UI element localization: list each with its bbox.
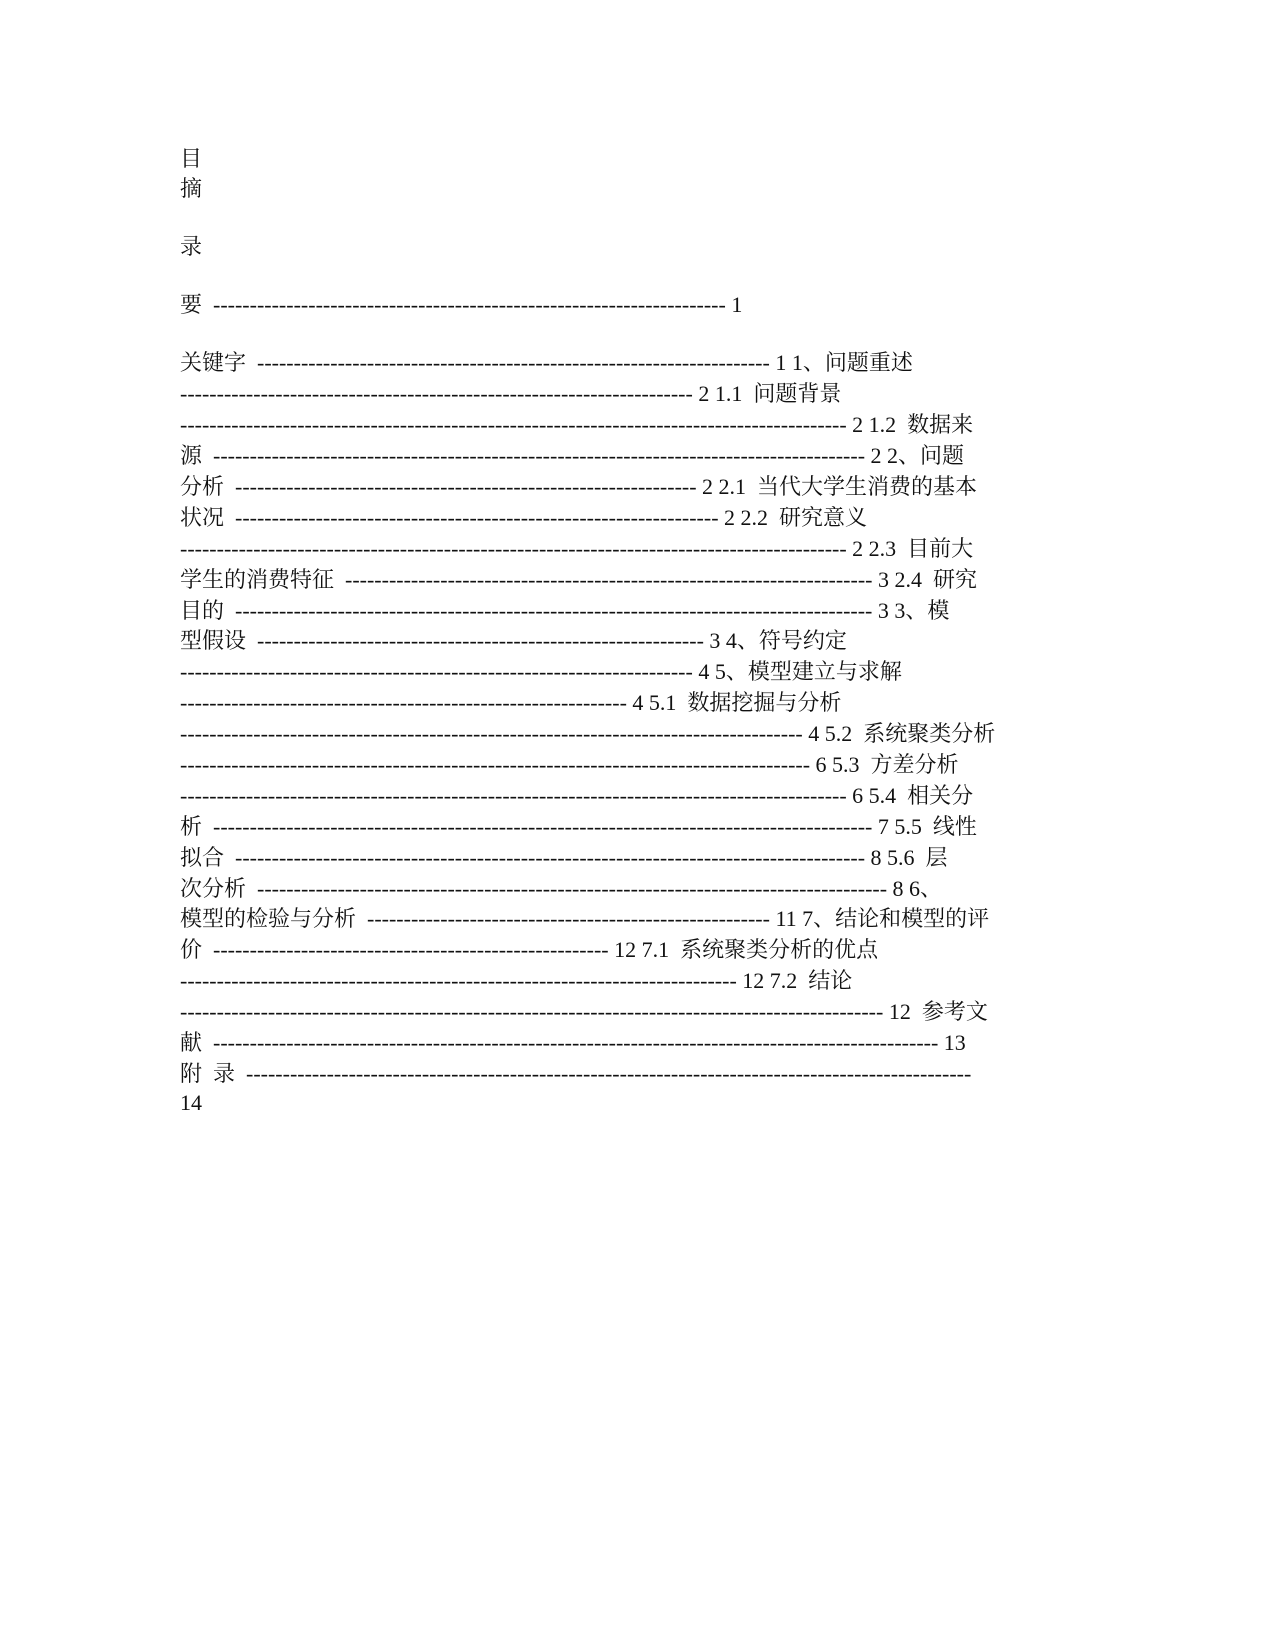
toc-line: 源 ----------------------------------------------------------------------------------------- 2 2、问题 xyxy=(180,443,965,468)
toc-line: 目的 --------------------------------------------------------------------------------------- 3 3、模 xyxy=(180,598,950,623)
toc-line: 析 ------------------------------------------------------------------------------------------ 7 5.5 线性 xyxy=(180,814,977,839)
toc-line: 模型的检验与分析 ------------------------------------------------------- 11 7、结论和模型的评 xyxy=(180,906,990,931)
toc-line: 录 xyxy=(180,234,203,259)
toc-line: ---------------------------------------------------------------------- 2 1.1 问题背景 xyxy=(180,381,842,406)
toc-line: 要 ---------------------------------------------------------------------- 1 xyxy=(180,292,743,317)
toc-line: 状况 ------------------------------------------------------------------ 2 2.2 研究意义 xyxy=(180,505,868,530)
toc-line: -------------------------------------------------------------------------------------- 6 5.3 方差分析 xyxy=(180,752,959,777)
toc-line: 关键字 ---------------------------------------------------------------------- 1 1、问题重述 xyxy=(180,350,913,375)
toc-line: ------------------------------------------------------------------------------------------- 2 2.3 目前大 xyxy=(180,536,974,561)
toc-line: 摘 xyxy=(180,176,203,201)
toc-line: ------------------------------------------------------------------------------------------- 6 5.4 相关分 xyxy=(180,783,974,808)
toc-line: ---------------------------------------------------------------------- 4 5、模型建立与求解 xyxy=(180,659,902,684)
toc-line: ------------------------------------------------------------- 4 5.1 数据挖掘与分析 xyxy=(180,690,842,715)
toc-line: 学生的消费特征 ------------------------------------------------------------------------ 3 2.4 研究 xyxy=(180,567,977,592)
toc-line: 价 ------------------------------------------------------ 12 7.1 系统聚类分析的优点 xyxy=(180,937,879,962)
toc-line: 目 xyxy=(180,146,203,171)
toc-line: 14 xyxy=(180,1090,202,1115)
toc-line: ------------------------------------------------------------------------------------------- 2 1.2 数据来 xyxy=(180,412,974,437)
toc-line: 献 --------------------------------------------------------------------------------------------------- 13 xyxy=(180,1030,966,1055)
toc-line: ------------------------------------------------------------------------------------- 4 5.2 系统聚类分析 xyxy=(180,721,996,746)
toc-line: 次分析 -------------------------------------------------------------------------------------- 8 6、 xyxy=(180,876,943,901)
toc-line: 分析 --------------------------------------------------------------- 2 2.1 当代大学生消费的基本 xyxy=(180,474,978,499)
toc-line: 附 录 --------------------------------------------------------------------------------------------------- xyxy=(180,1061,972,1086)
toc-line: ------------------------------------------------------------------------------------------------ 12 参考文 xyxy=(180,999,988,1024)
toc-line: 拟合 -------------------------------------------------------------------------------------- 8 5.6 层 xyxy=(180,845,948,870)
toc-line: 型假设 ------------------------------------------------------------- 3 4、符号约定 xyxy=(180,628,847,653)
toc-line: ---------------------------------------------------------------------------- 12 7.2 结论 xyxy=(180,968,853,993)
